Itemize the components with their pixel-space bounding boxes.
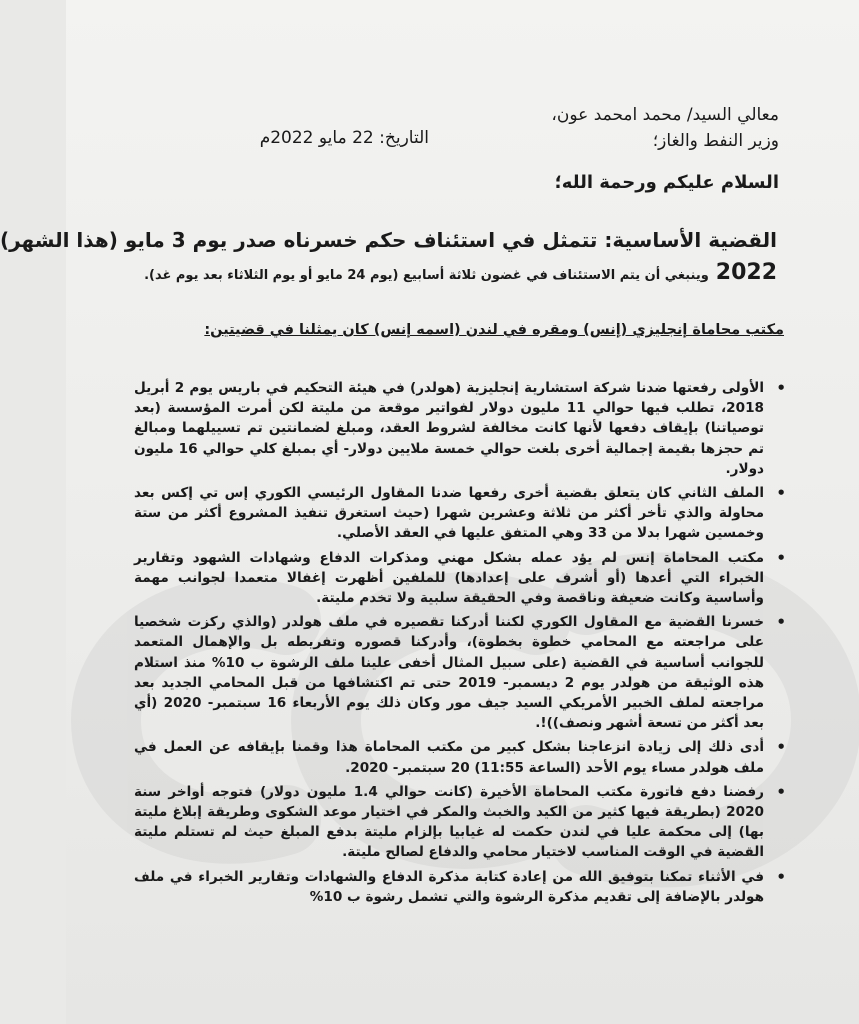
subject-year: 2022 bbox=[715, 260, 777, 285]
list-item: • الملف الثاني كان يتعلق بقضية أخرى رفعها ضدنا المقاول الرئيسي الكوري إس تي إكس بعد محاولة والذي تأخر أكثر من ثلاثة وعشرين شهرا (حيث استغرق تنفيذ المشروع أكثر من ستة وخمسين شهرا بدلا من 33 وهي المتفق عليها في العقد الأصلي. bbox=[134, 483, 764, 544]
list-item: • رفضنا دفع فاتورة مكتب المحاماة الأخيرة (كانت حوالي 1.4 مليون دولار) فتوجه أواخر سنة 2020 (بطريقة فيها كثير من الكيد والخبث والمكر في اختيار موعد الشكوى وطريقة إبلاغ مليتة بها) إلى محكمة عليا في لندن حكمت له غيابيا بإلزام مليتة بدفع المبلغ حيث لم تستلم مليتة القضية في الوقت المناسب لاختيار محامي والدفاع لصالح مليتة. bbox=[134, 782, 764, 863]
subject-block bbox=[0, 224, 777, 292]
subject-line: القضية الأساسية: تتمثل في استئناف حكم خسرناه صدر يوم 3 مايو (هذا الشهر) bbox=[0, 228, 777, 252]
list-item: • مكتب المحاماة إنس لم يؤد عمله بشكل مهني ومذكرات الدفاع وشهادات الشهود وتقارير الخبراء التي أعدها (أو أشرف على إعدادها) للملفين أظهرت إغفالا متعمدا لجوانب مهمة وأساسية وكانت ضعيفة وناقصة وفي الحقيقة سلبية ولا تخدم مليتة. bbox=[134, 548, 764, 609]
recipient-title: وزير النفط والغاز؛ bbox=[652, 131, 779, 151]
case-points-list bbox=[134, 378, 764, 911]
list-item: • في الأثناء تمكنا بتوفيق الله من إعادة كتابة مذكرة الدفاع والشهادات وتقارير الخبراء في ملف هولدر بالإضافة إلى تقديم مذكرة الرشوة والتي تشمل رشوة ب 10% bbox=[134, 867, 764, 907]
list-item: • أدى ذلك إلى زيادة انزعاجنا بشكل كبير من مكتب المحاماة هذا وقمنا بإيقافه عن العمل في ملف هولدر مساء يوم الأحد (الساعة 11:55) 20 سبتمبر- 2020. bbox=[134, 737, 764, 777]
firm-heading: مكتب محاماة إنجليزي (إنس) ومقره في لندن (اسمه إنس) كان يمثلنا في قضيتين: bbox=[204, 322, 784, 338]
letter-date: التاريخ: 22 مايو 2022م bbox=[259, 128, 429, 148]
subject-note: وينبغي أن يتم الاستئناف في غضون ثلاثة أسابيع (يوم 24 مايو أو يوم الثلاثاء بعد يوم غد). bbox=[144, 268, 709, 283]
subject-second-line bbox=[0, 256, 777, 292]
list-item: • خسرنا القضية مع المقاول الكوري لكننا أدركنا تقصيره في ملف هولدر (والذي ركزت شخصيا على مراجعته مع المحامي خطوة بخطوة)، وأدركنا قصوره وتفريطه بل والإهمال المتعمد للجوانب أساسية في القضية (على سبيل المثال أخفى علينا ملف الرشوة ب 10% منذ استلام هذه الوثيقة من هولدر يوم 2 ديسمبر- 2019 حتى تم اكتشافها من قبل المحامي الجديد بعد مراجعته لملف الخبير الأمريكي السيد جيف مور وكان ذلك يوم الأربعاء 16 سبتمبر- 2020 (أي بعد أكثر من تسعة أشهر ونصف))!. bbox=[134, 612, 764, 733]
greeting: السلام عليكم ورحمة الله؛ bbox=[554, 172, 779, 193]
recipient-name: معالي السيد/ محمد امحمد عون، bbox=[551, 105, 779, 125]
list-item: • الأولى رفعتها ضدنا شركة استشارية إنجليزية (هولدر) في هيئة التحكيم في باريس يوم 2 أبريل 2018، تطلب فيها حوالي 11 مليون دولار لفواتير موقعة من مليتة لكن أمرت المؤسسة (بعد توصياتنا) بإيقاف دفعها لأنها كانت مخالفة لشروط العقد، ومبلغ لضمانتين تم تسييلهما ومبالغ تم حجزها بقيمة إجمالية أخرى بلغت حوالي خمسة ملايين دولار- أي بمبلغ كلي حوالي 16 مليون دولار. bbox=[134, 378, 764, 479]
recipient-block bbox=[551, 102, 779, 154]
